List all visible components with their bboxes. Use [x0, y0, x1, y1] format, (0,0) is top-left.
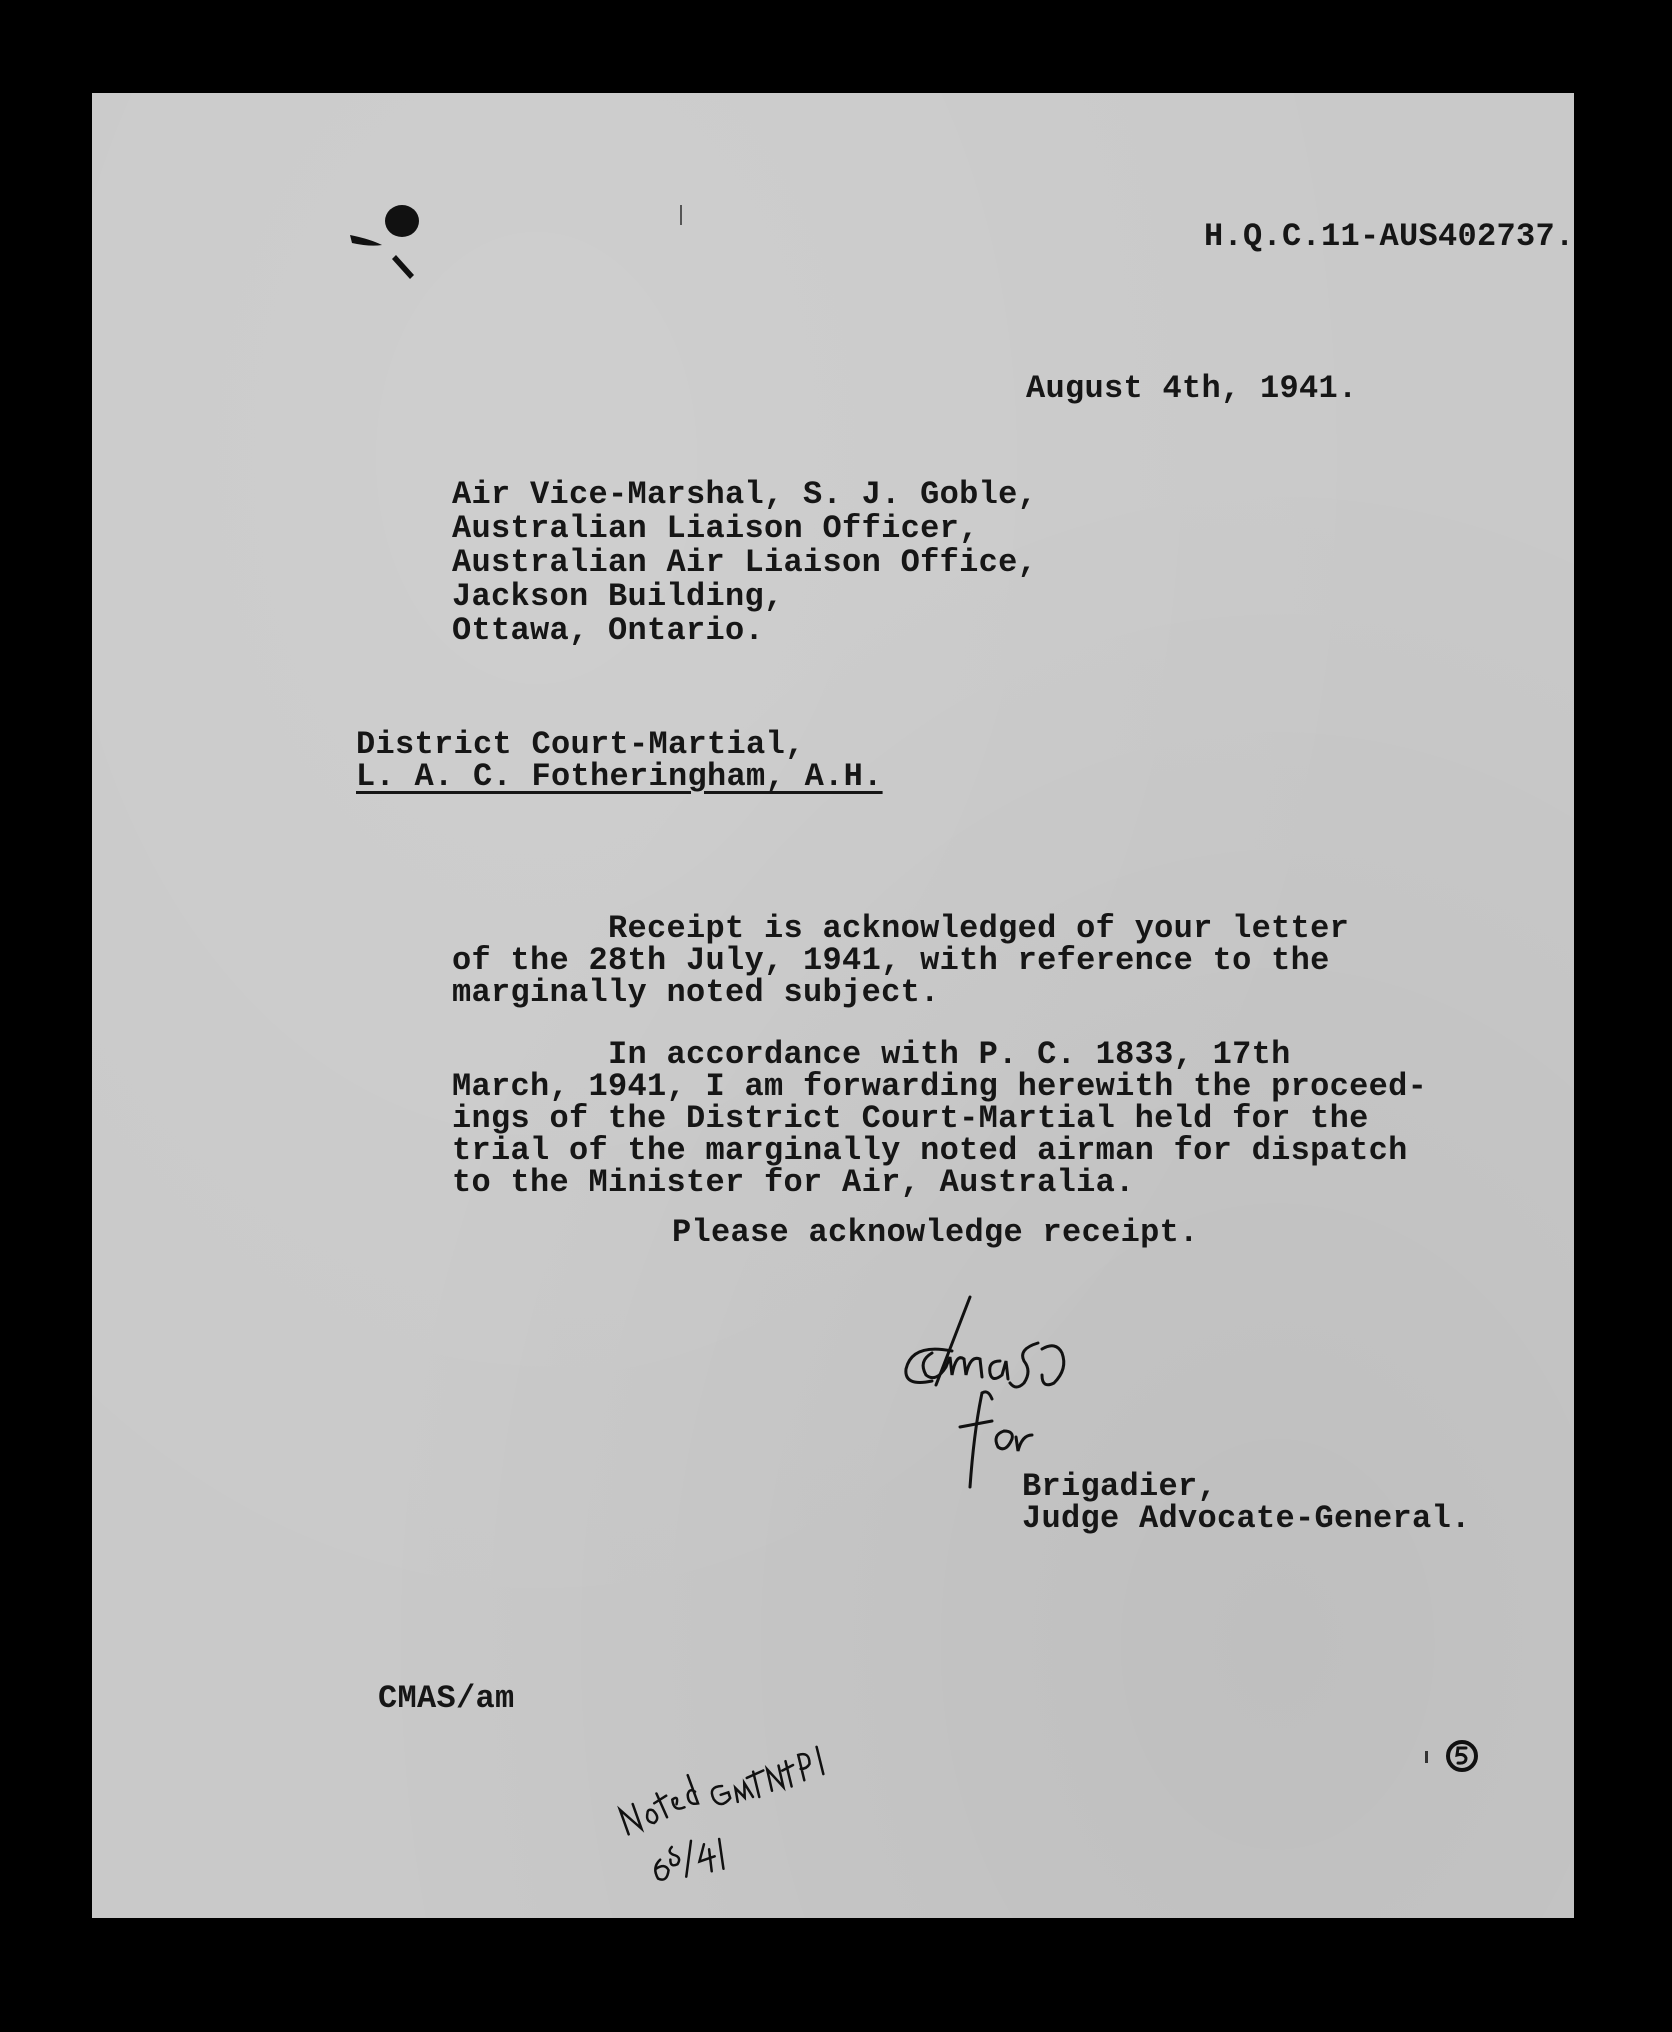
letter-date: August 4th, 1941.: [1026, 370, 1358, 407]
subject-line-underlined: L. A. C. Fotheringham, A.H.: [356, 758, 883, 795]
body-line: Please acknowledge receipt.: [672, 1214, 1199, 1251]
body-line: Receipt is acknowledged of your letter: [452, 910, 1350, 947]
body-line: In accordance with P. C. 1833, 17th: [452, 1036, 1291, 1073]
subject-line: District Court-Martial,: [356, 726, 805, 763]
stray-mark: [680, 205, 682, 225]
addressee-line: Ottawa, Ontario.: [452, 612, 765, 649]
addressee-line: Jackson Building,: [452, 578, 784, 615]
signatory-title: Judge Advocate-General.: [1022, 1500, 1471, 1537]
addressee-line: Air Vice-Marshal, S. J. Goble,: [452, 476, 1038, 513]
addressee-line: Australian Air Liaison Office,: [452, 544, 1038, 581]
stray-mark: [1425, 1751, 1428, 1763]
punch-hole-mark: [322, 195, 452, 300]
handwritten-signature: [892, 1291, 1112, 1401]
page-number-mark: [1442, 1736, 1482, 1776]
body-line: ings of the District Court-Martial held for the: [452, 1100, 1369, 1137]
handwritten-note: [592, 1693, 852, 1883]
reference-number: H.Q.C.11-AUS402737.: [1204, 218, 1575, 255]
signatory-rank: Brigadier,: [1022, 1468, 1218, 1505]
body-line: marginally noted subject.: [452, 974, 940, 1011]
body-line: to the Minister for Air, Australia.: [452, 1164, 1135, 1201]
addressee-line: Australian Liaison Officer,: [452, 510, 979, 547]
body-line: March, 1941, I am forwarding herewith the proceed-: [452, 1068, 1428, 1105]
typist-initials: CMAS/am: [378, 1680, 515, 1717]
body-line: trial of the marginally noted airman for dispatch: [452, 1132, 1408, 1169]
body-line: of the 28th July, 1941, with reference to the: [452, 942, 1330, 979]
letter-page: [92, 93, 1574, 1918]
